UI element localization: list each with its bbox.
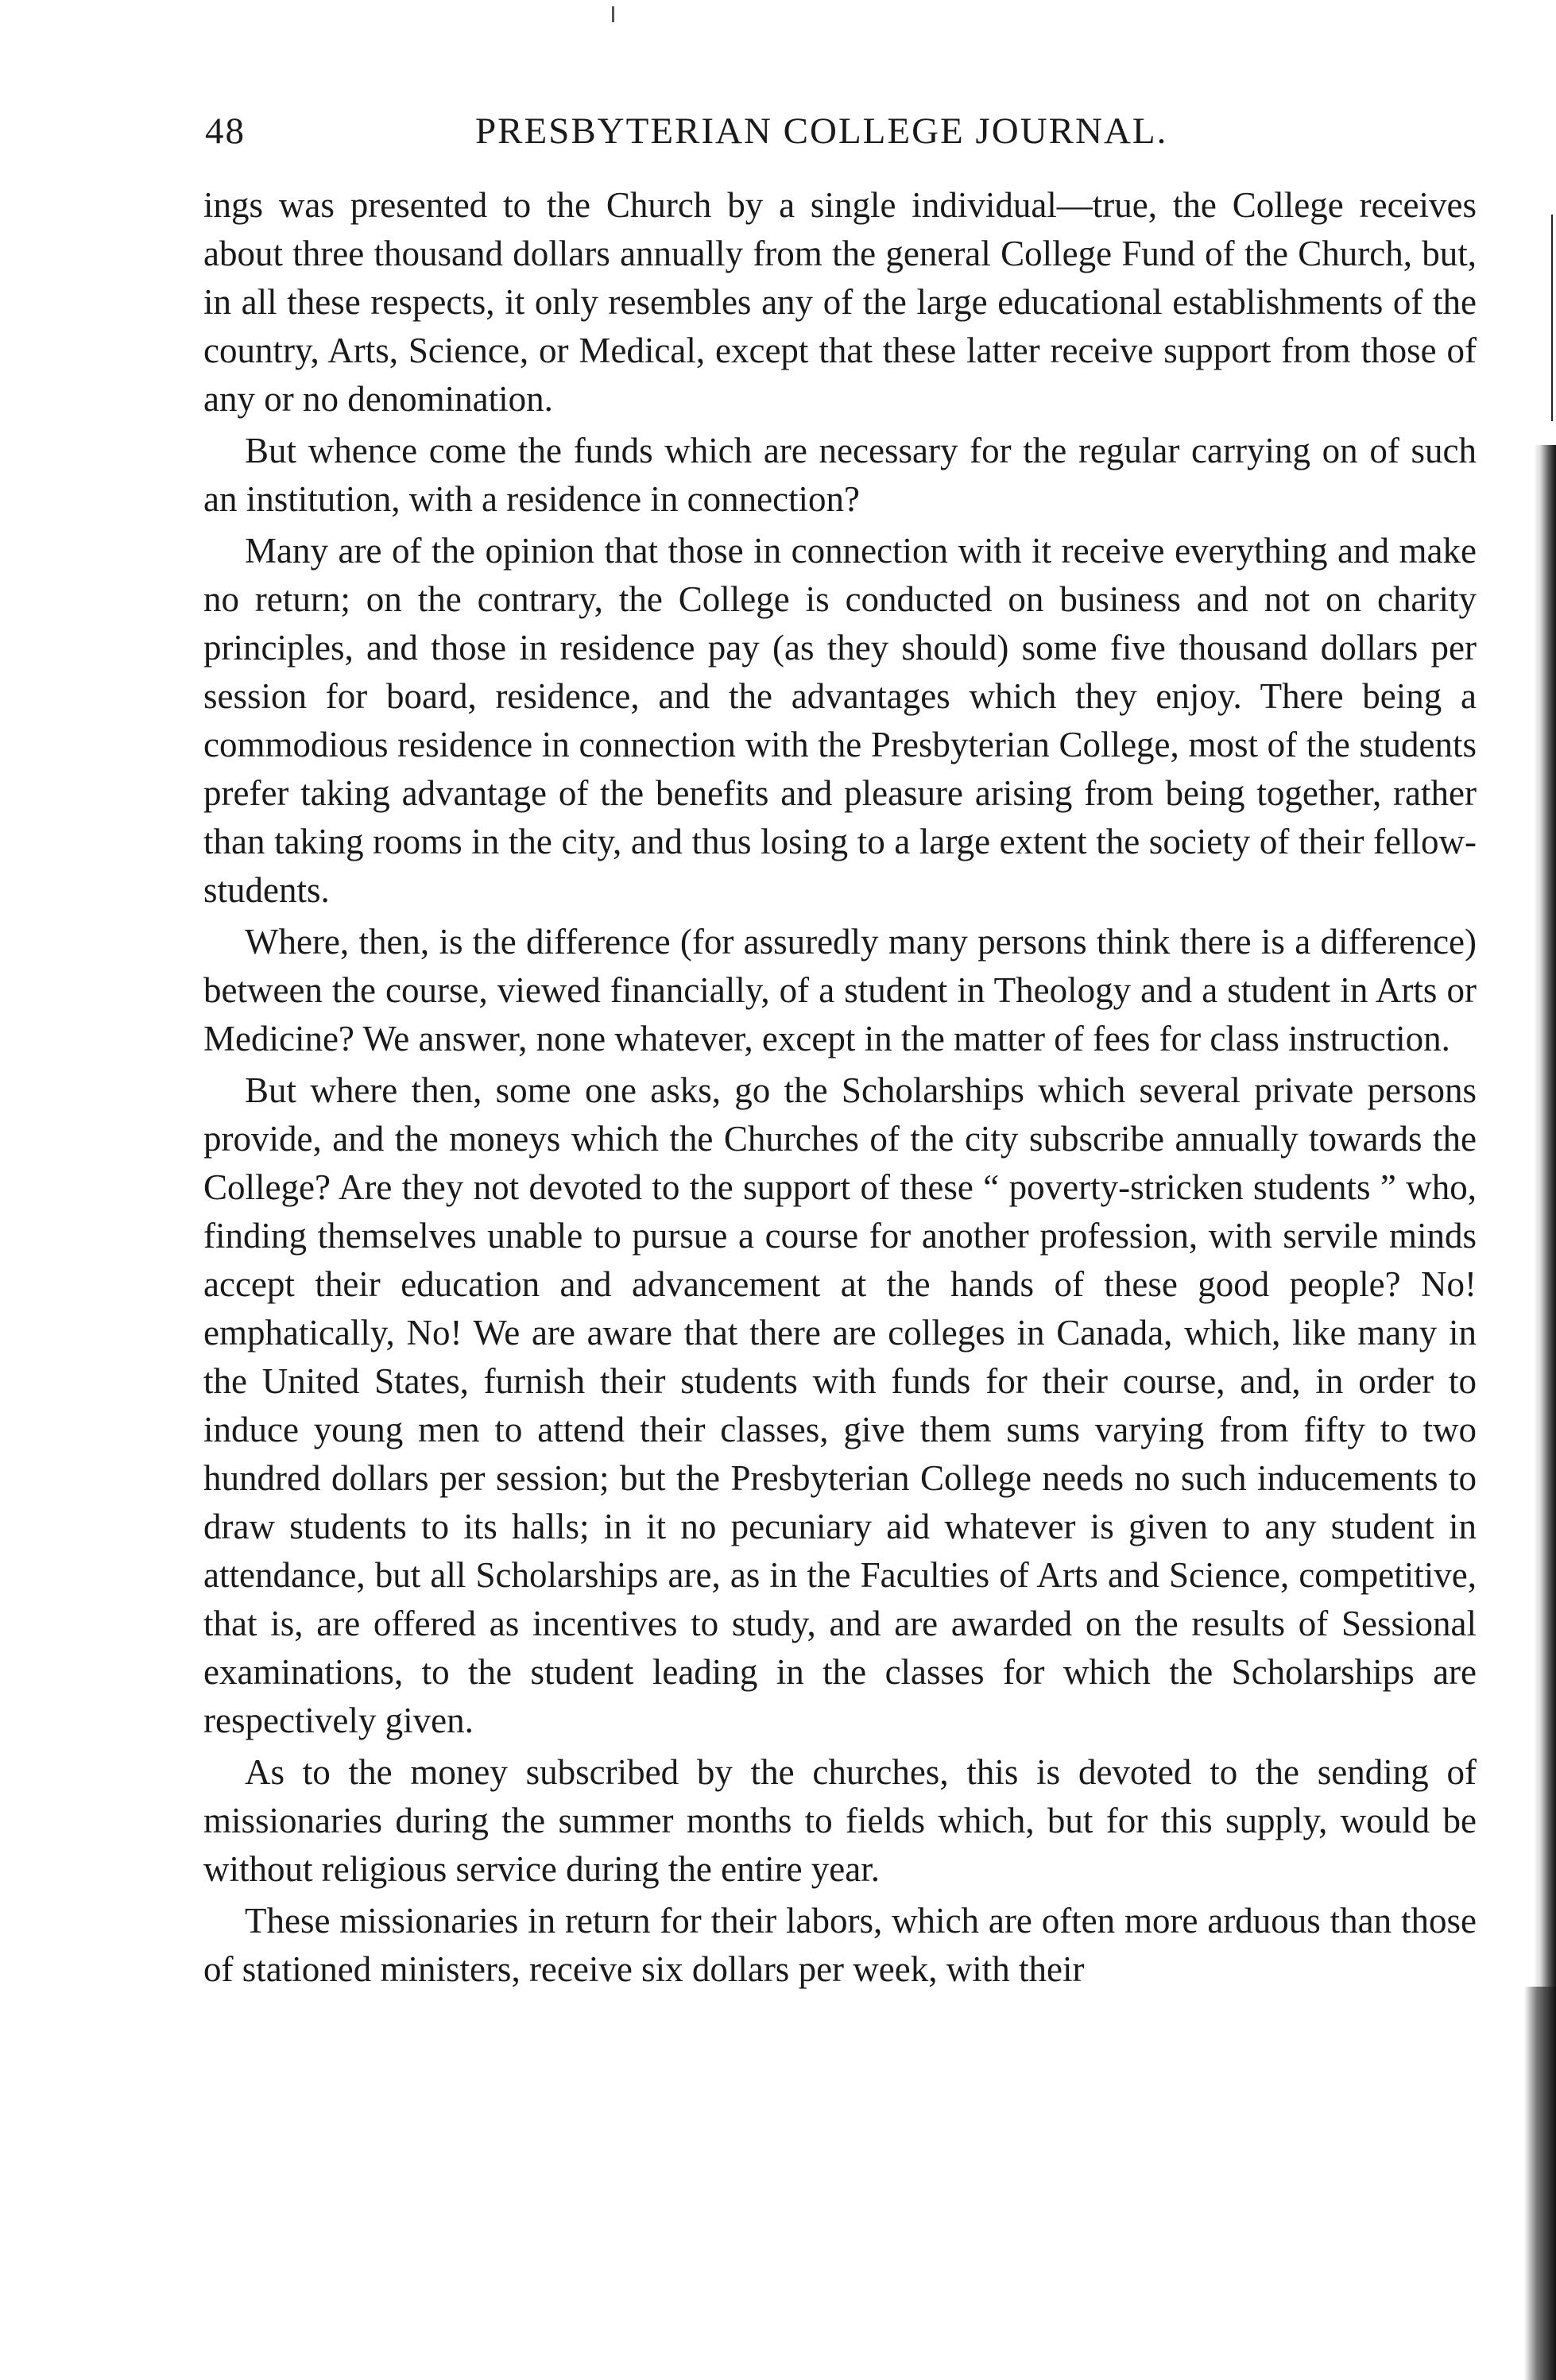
paragraph-5: But where then, some one asks, go the Scholarships which several private persons provide, and the moneys which the Churches of the city subscribe annually towards the College? Are they not devoted to the support of these “ poverty-stricken students ” who, finding themselves unable to pursue a course for another profession, with servile minds accept their education and advancement at the hands of these good people? No! emphatically, No! We are aware that there are colleges in Canada, which, like many in the United States, furnish their students with funds for their course, and, in order to induce young men to attend their classes, give them sums varying from fifty to two hundred dollars per session; but the Presbyterian College needs no such inducements to draw students to its halls; in it no pecuniary aid whatever is given to any student in attendance, but all Scholarships are, as in the Faculties of Arts and Science, competitive, that is, are offered as incentives to study, and are awarded on the results of Sessional examinations, to the student leading in the classes for which the Scholarships are respectively given. — [203, 1070, 1477, 1740]
page-header — [205, 103, 1477, 159]
paragraph-4: Where, then, is the difference (for assuredly many persons think there is a difference) between the course, viewed financially, of a student in Theology and a student in Arts or Medicine? We answer, none whatever, except in the matter of fees for class instruction. — [203, 922, 1477, 1058]
running-title: PRESBYTERIAN COLLEGE JOURNAL. — [475, 110, 1168, 152]
body-text — [203, 181, 1477, 1997]
scan-tick-mark — [612, 6, 614, 22]
paragraph-1: ings was presented to the Church by a single individual—true, the College receives about three thousand dollars annually from the general College Fund of the Church, but, in all these respects, it only resembles any of the large educational establishments of the country, Arts, Science, or Medical, except that these latter receive support from those of any or no denomination. — [203, 185, 1477, 419]
paragraph-3: Many are of the opinion that those in connection with it receive everything and make no return; on the contrary, the College is conducted on business and not on charity principles, and those in residence pay (as they should) some five thousand dollars per session for board, residence, and the advantages which they enjoy. There being a commodious residence in connection with the Presbyterian College, most of the students prefer taking advantage of the benefits and pleasure arising from being together, rather than taking rooms in the city, and thus losing to a large extent the society of their fellow-students. — [203, 531, 1477, 910]
scan-binding-shadow-lower — [1524, 1987, 1556, 2380]
scan-edge-line — [1551, 215, 1553, 421]
paragraph-2: But whence come the funds which are necessary for the regular carrying on of such an institution, with a residence in connection? — [203, 431, 1477, 519]
paragraph-7: These missionaries in return for their labors, which are often more arduous than those of stationed ministers, receive six dollars per week, with their — [203, 1901, 1477, 1989]
paragraph-6: As to the money subscribed by the churches, this is devoted to the sending of missionaries during the summer months to fields which, but for this supply, would be without religious service during the entire year. — [203, 1752, 1477, 1889]
page-number: 48 — [205, 110, 246, 152]
